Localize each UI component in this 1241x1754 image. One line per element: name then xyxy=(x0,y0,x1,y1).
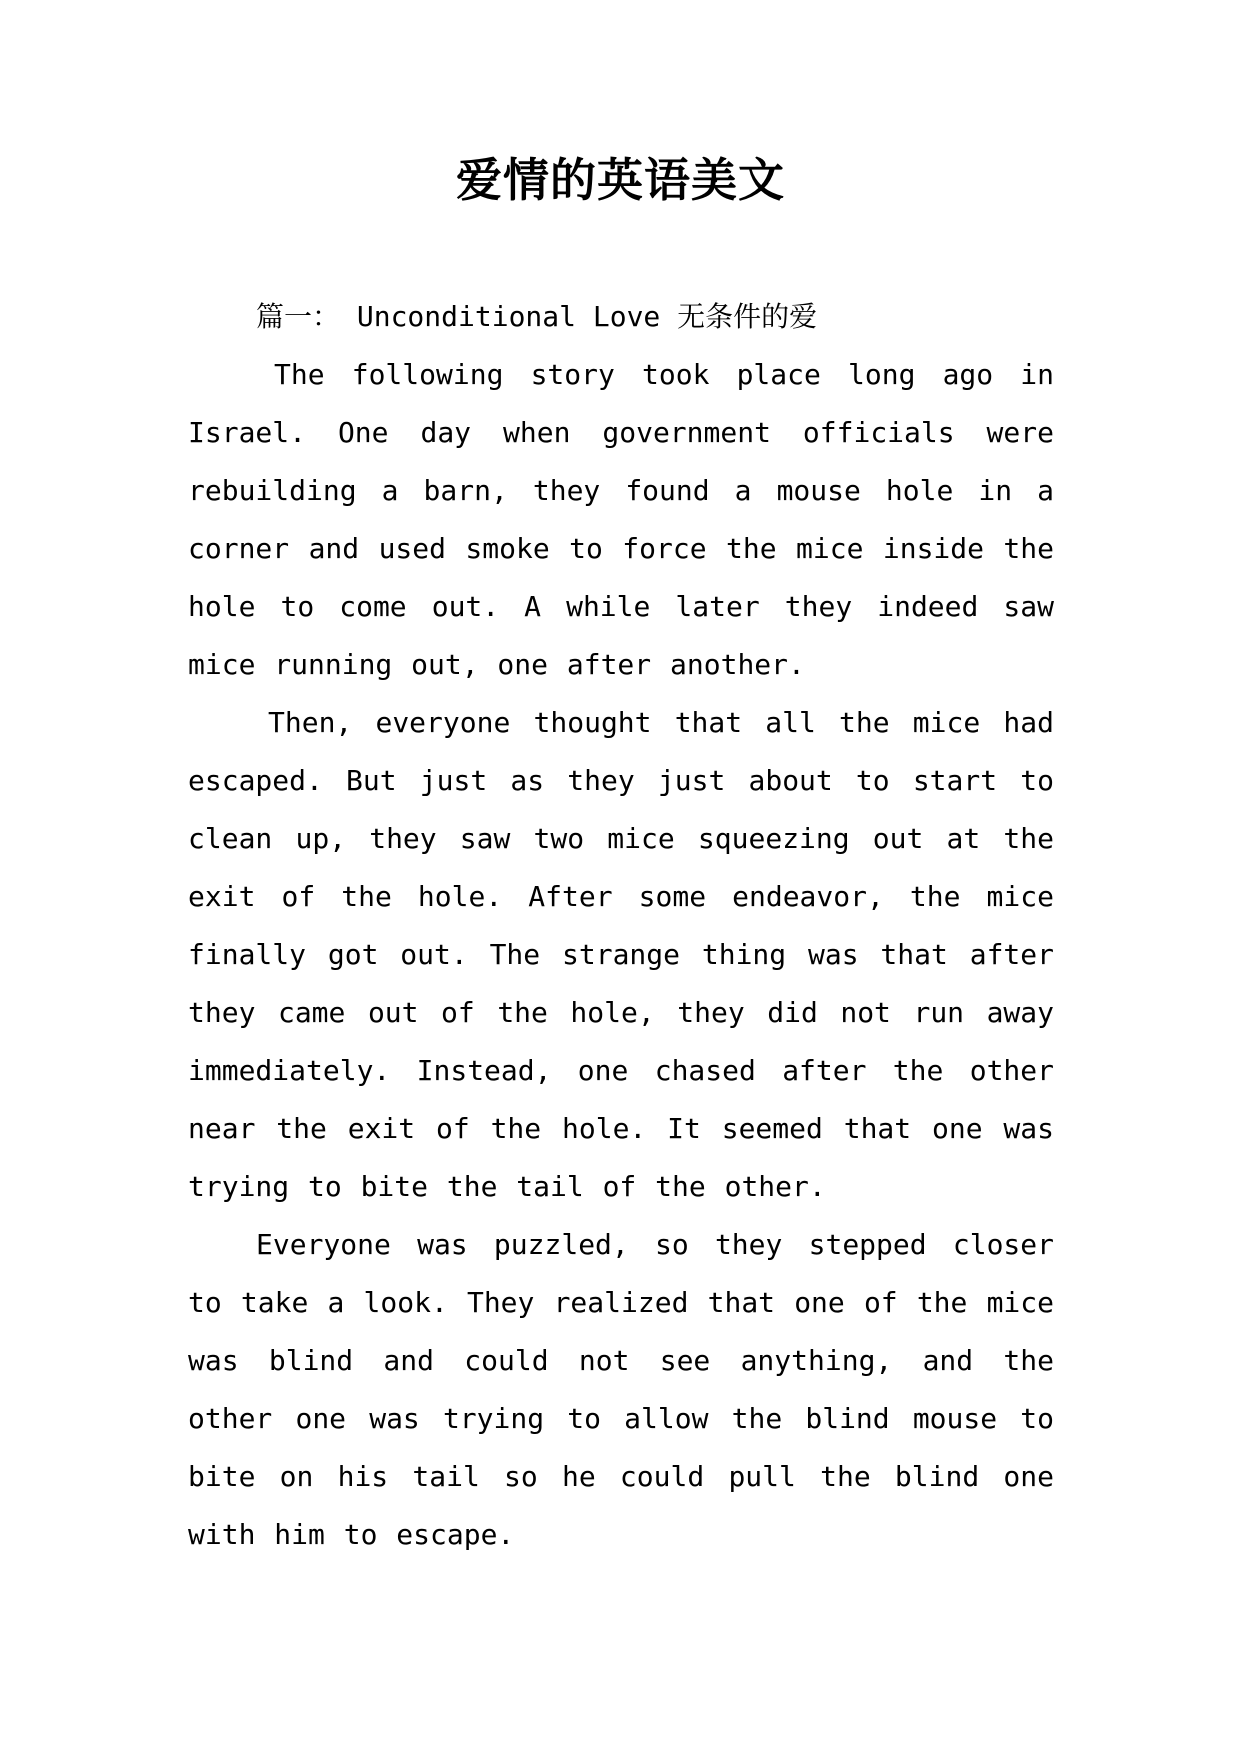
paragraph-3: Everyone was puzzled, so they stepped closer to take a look. They realized that one of the mice was blind and could not see anything, and the other one was trying to allow the blind mouse to bite on his tail so he could pull the blind one with him to escape. xyxy=(188,1228,1054,1551)
section-heading: 篇一： Unconditional Love 无条件的爱 xyxy=(256,300,818,333)
document-title: 爱情的英语美文 xyxy=(456,153,785,207)
document-body xyxy=(188,288,1054,1564)
paragraph-1: The following story took place long ago in Israel. One day when government officials were rebuilding a barn, they found a mouse hole in a corner and used smoke to force the mice inside the hole to come out. A while later they indeed saw mice running out, one after another. xyxy=(188,358,1054,681)
paragraph-2: Then, everyone thought that all the mice had escaped. But just as they just about to start to clean up, they saw two mice squeezing out at the exit of the hole. After some endeavor, the mice finally got out. The strange thing was that after they came out of the hole, they did not run away immediately. Instead, one chased after the other near the exit of the hole. It seemed that one was trying to bite the tail of the other. xyxy=(188,706,1054,1203)
